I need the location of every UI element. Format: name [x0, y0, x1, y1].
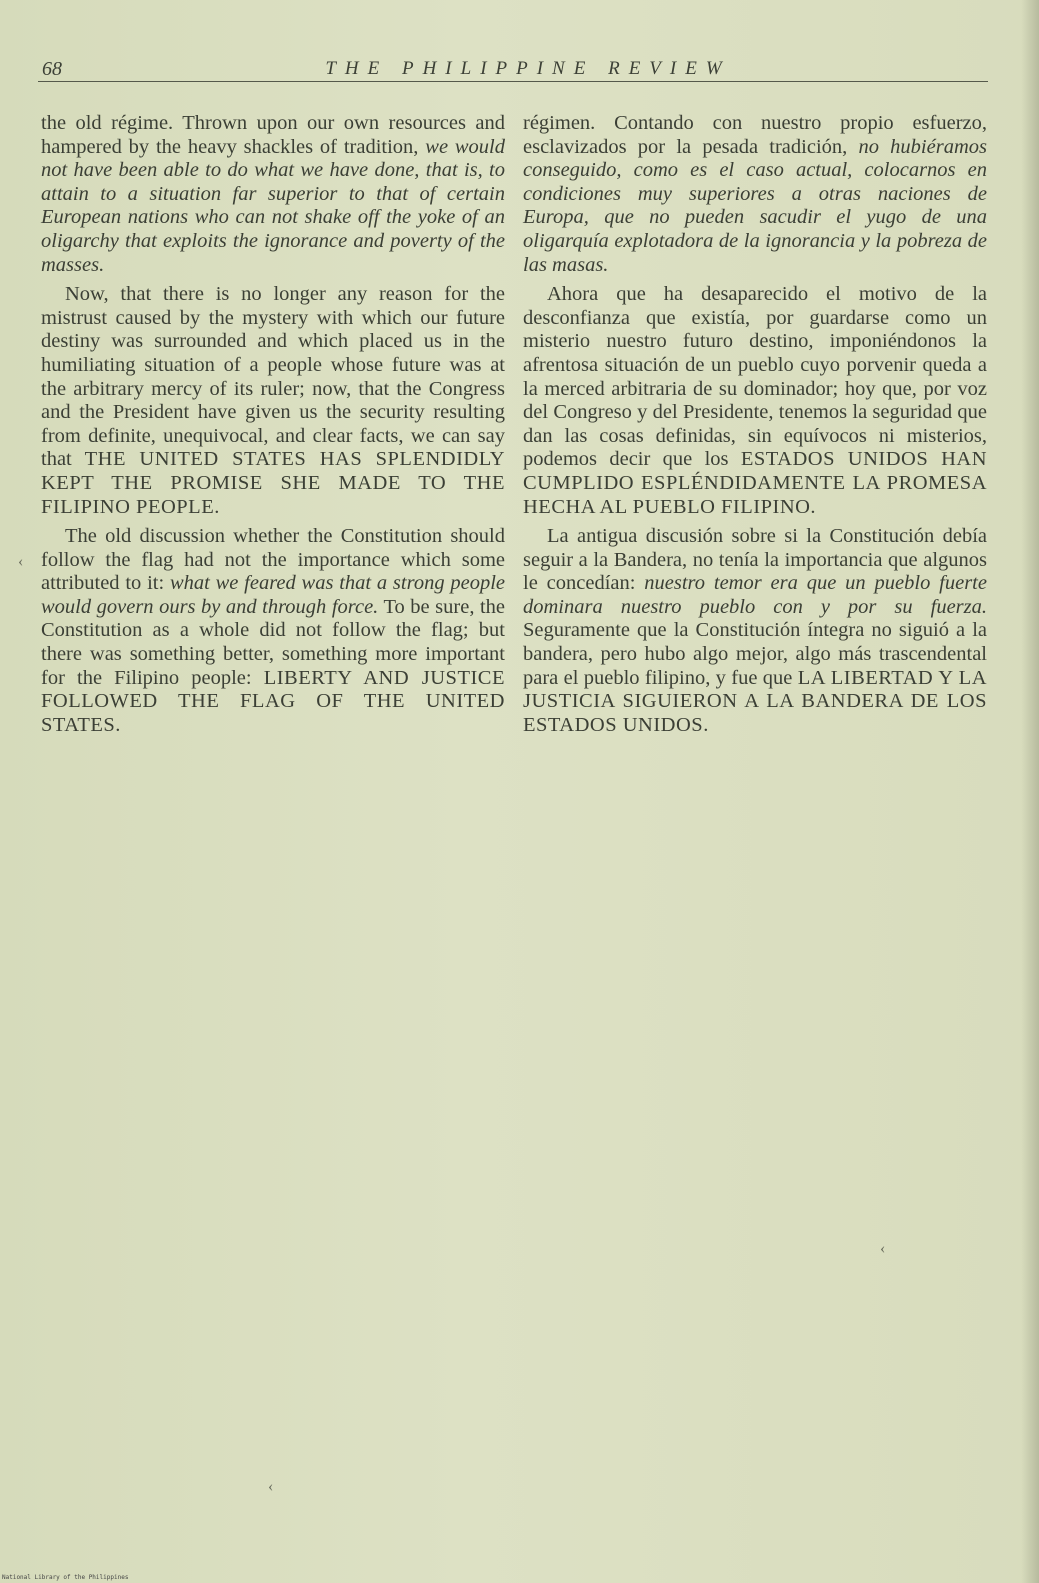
page-edge-shadow	[1021, 0, 1039, 1583]
paragraph-text: régimen. Contando con nuestro propio esfuerzo, esclavizados por la pesada tradición,	[523, 112, 987, 158]
page-number: 68	[42, 58, 62, 80]
spanish-paragraph-3	[523, 525, 987, 737]
english-paragraph-2	[41, 283, 505, 519]
caps-text: LA LIBERTAD Y LA JUSTICIA SIGUIERON A LA BANDERA DE LOS ESTADOS UNIDOS.	[523, 666, 988, 736]
spanish-paragraph-1	[523, 112, 987, 277]
english-paragraph-1	[41, 112, 505, 277]
margin-mark: ‹	[18, 553, 24, 570]
english-column	[41, 112, 505, 737]
header-rule	[38, 81, 988, 82]
margin-mark: ‹	[268, 1478, 274, 1495]
paragraph-text: To be sure, the Constitution as a whole did not follow the flag; but there was something better, something more important for the Filipino people:	[41, 595, 505, 689]
italic-text: we would not have been able to do what we have done, that is, to attain to a situation far superior to that of certain European nations who can not shake off the yoke of an oligarchy that exploits the ignorance and poverty of the masses.	[41, 135, 505, 276]
paragraph-text: The old discussion whether the Constitution should follow the flag had not the importance which some attributed to it:	[41, 525, 505, 595]
running-header	[38, 58, 988, 84]
scan-credit: National Library of the Philippines	[2, 1574, 129, 1581]
paragraph-text: Ahora que ha desaparecido el motivo de la desconfianza que existía, por guardarse como un misterio nuestro futuro destino, imponiéndonos la afrentosa situación de un pueblo cuyo porvenir queda a la merced arbitraria de su dominador; hoy que, por voz del Congreso y del Presidente, tenemos la seguridad que dan las cosas definidas, sin equívocos ni misterios, podemos decir que los	[523, 283, 987, 471]
english-paragraph-3	[41, 525, 505, 737]
italic-text: what we feared was that a strong people would govern ours by and through force.	[41, 572, 505, 618]
caps-text: ESTADOS UNIDOS HAN CUMPLIDO ESPLÉNDIDAMENTE LA PROMESA HECHA AL PUEBLO FILIPINO.	[523, 448, 988, 518]
spanish-column	[523, 112, 987, 737]
paragraph-text: Now, that there is no longer any reason for the mistrust caused by the mystery with which our future destiny was surrounded and which placed us in the humiliating situation of a people whose future was at the arbitrary mercy of its ruler; now, that the Congress and the President have given us the security resulting from definite, unequivocal, and clear facts, we can say that	[41, 283, 505, 471]
paragraph-text: the old régime. Thrown upon our own resources and hampered by the heavy shackles of tradition,	[41, 112, 505, 158]
journal-title: THE PHILIPPINE REVIEW	[325, 58, 731, 79]
spanish-paragraph-2	[523, 283, 987, 519]
italic-text: no hubiéramos conseguido, como es el caso actual, colocarnos en condiciones muy superiores a otras naciones de Europa, que no pueden sacudir el yugo de una oligarquía explotadora de la ignorancia y la pobreza de las masas.	[523, 135, 987, 276]
caps-text: LIBERTY AND JUSTICE FOLLOWED THE FLAG OF THE UNITED STATES.	[41, 666, 505, 736]
italic-text: nuestro temor era que un pueblo fuerte dominara nuestro pueblo con y por su fuerza.	[523, 572, 987, 618]
paragraph-text: Seguramente que la Constitución íntegra no siguió a la bandera, pero hubo algo mejor, algo más trascendental para el pueblo filipino, y fue que	[523, 619, 987, 689]
caps-text: THE UNITED STATES HAS SPLENDIDLY KEPT THE PROMISE SHE MADE TO THE FILIPINO PEOPLE.	[41, 448, 505, 518]
margin-mark: ‹	[880, 1240, 886, 1257]
paragraph-text: La antigua discusión sobre si la Constitución debía seguir a la Bandera, no tenía la importancia que algunos le concedían:	[523, 525, 987, 595]
